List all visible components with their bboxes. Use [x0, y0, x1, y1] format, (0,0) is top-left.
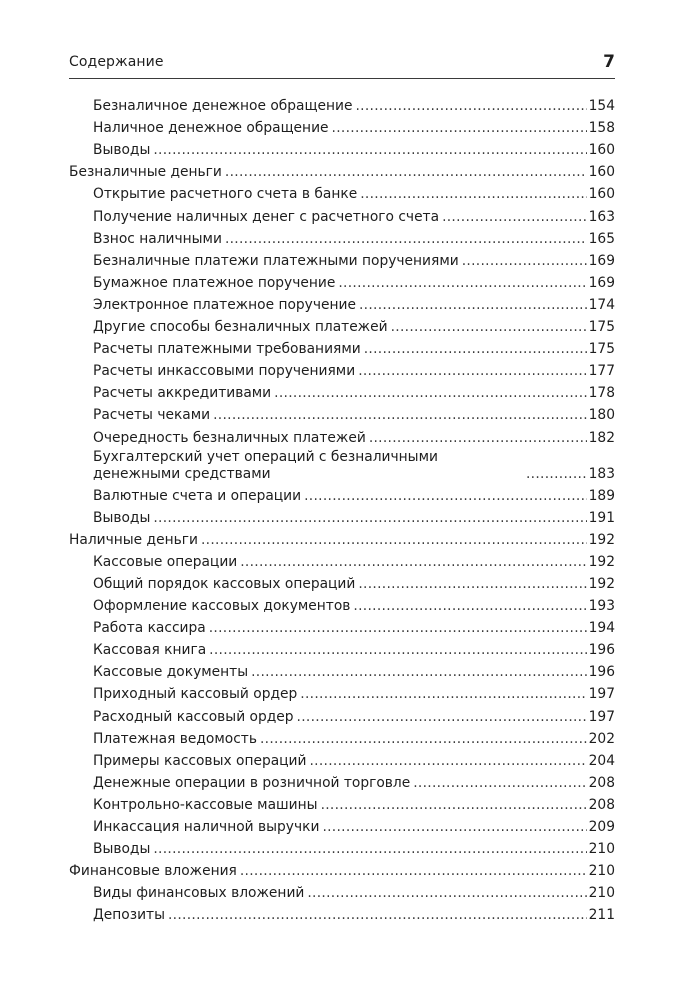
toc-section-entry — [93, 902, 615, 924]
toc-entry-page: 169 — [588, 252, 615, 269]
toc-entry-title: Бумажное платежное поручение — [93, 274, 336, 291]
dot-leader — [358, 576, 586, 593]
dot-leader — [369, 430, 587, 447]
toc-entry-title: Валютные счета и операции — [93, 487, 302, 504]
toc-entry-page: 178 — [588, 385, 615, 402]
toc-entry-title: Платежная ведомость — [93, 730, 257, 747]
toc-entry-page: 158 — [588, 120, 615, 137]
toc-chapter-entry — [69, 527, 615, 549]
toc-section-entry — [93, 703, 615, 725]
running-header-title: Содержание — [69, 54, 164, 70]
toc-section-entry — [93, 615, 615, 637]
toc-entry-page: 197 — [588, 708, 615, 725]
toc-chapter-entry — [69, 858, 615, 880]
toc-entry-title: Расчеты чеками — [93, 407, 211, 424]
toc-entry-page: 196 — [588, 664, 615, 681]
dot-leader — [209, 642, 586, 659]
toc-entry-title: Работа кассира — [93, 620, 206, 637]
dot-leader — [297, 709, 587, 726]
dot-leader — [240, 554, 586, 571]
toc-entry-page: 194 — [588, 620, 615, 637]
toc-entry-page: 192 — [588, 531, 615, 548]
toc-entry-title: Выводы — [93, 142, 151, 159]
toc-entry-page: 175 — [588, 341, 615, 358]
dot-leader — [332, 120, 587, 137]
toc-entry-page: 183 — [588, 465, 615, 482]
toc-entry-title: Безналичное денежное обращение — [93, 98, 353, 115]
dot-leader — [364, 341, 587, 358]
dot-leader — [358, 363, 586, 380]
dot-leader — [322, 819, 586, 836]
dot-leader — [168, 907, 587, 924]
toc-entry-page: 189 — [588, 487, 615, 504]
toc-section-entry — [93, 836, 615, 858]
toc-entry-title: Депозиты — [93, 907, 165, 924]
toc-entry-title: Контрольно-кассовые машины — [93, 796, 318, 813]
toc-entry-title: Инкассация наличной выручки — [93, 819, 320, 835]
dot-leader — [240, 863, 587, 880]
dot-leader — [462, 253, 587, 270]
toc-entry-page: 192 — [588, 553, 615, 570]
toc-entry-page: 165 — [588, 230, 615, 247]
toc-section-entry — [93, 681, 615, 703]
toc-section-entry — [93, 270, 615, 292]
dot-leader — [360, 186, 586, 203]
toc-entry-title: Безналичные платежи платежными поручениями — [93, 252, 459, 269]
dot-leader — [225, 164, 587, 181]
toc-section-entry — [93, 447, 615, 483]
toc-entry-page: 160 — [588, 186, 615, 203]
dot-leader — [304, 488, 587, 505]
toc-entry-page: 160 — [588, 164, 615, 181]
toc-entry-page: 182 — [588, 429, 615, 446]
toc-entry-page: 208 — [588, 774, 615, 791]
toc-entry-page: 210 — [588, 841, 615, 858]
dot-leader — [260, 731, 587, 748]
toc-section-entry — [93, 248, 615, 270]
toc-entry-page: 174 — [588, 296, 615, 313]
toc-section-entry — [93, 181, 615, 203]
toc-chapter-entry — [69, 159, 615, 181]
toc-entry-title: Общий порядок кассовых операций — [93, 575, 356, 592]
toc-section-entry — [93, 424, 615, 446]
toc-section-entry — [93, 637, 615, 659]
dot-leader — [413, 775, 586, 792]
toc-entry-title: Оформление кассовых документов — [93, 598, 351, 615]
toc-entry-title: Расходный кассовый ордер — [93, 708, 294, 725]
toc-entry-title: Получение наличных денег с расчетного счета — [93, 208, 440, 225]
dot-leader — [153, 142, 586, 159]
dot-leader — [353, 598, 586, 615]
toc-entry-page: 210 — [588, 863, 615, 880]
toc-section-entry — [93, 659, 615, 681]
toc-entry-page: 210 — [588, 885, 615, 902]
toc-entry-title: Денежные операции в розничной торговле — [93, 774, 411, 791]
toc-entry-page: 193 — [588, 598, 615, 615]
toc-entry-title: Взнос наличными — [93, 230, 222, 247]
toc-entry-page: 154 — [588, 98, 615, 115]
toc-entry-page: 163 — [588, 208, 615, 225]
dot-leader — [153, 841, 586, 858]
toc-entry-title: Безналичные деньги — [69, 164, 222, 181]
toc-entry-page: 204 — [588, 752, 615, 769]
toc-entry-title: Расчеты инкассовыми поручениями — [93, 363, 356, 380]
toc-entry-page: 160 — [588, 142, 615, 159]
toc-section-entry — [93, 226, 615, 248]
dot-leader — [225, 231, 587, 248]
dot-leader — [391, 319, 587, 336]
toc-entry-title: Расчеты аккредитивами — [93, 385, 272, 402]
toc-entry-title: Кассовая книга — [93, 642, 207, 659]
toc-entry-page: 177 — [588, 363, 615, 380]
toc-section-entry — [93, 292, 615, 314]
dot-leader — [153, 510, 586, 527]
toc-entry-page: 211 — [588, 907, 615, 924]
dot-leader — [209, 620, 587, 637]
dot-leader — [526, 466, 587, 483]
toc-section-entry — [93, 336, 615, 358]
toc-entry-page: 191 — [588, 509, 615, 526]
toc-section-entry — [93, 137, 615, 159]
toc-entry-title: Финансовые вложения — [69, 863, 237, 880]
toc-section-entry — [93, 549, 615, 571]
toc-entry-title: Наличное денежное обращение — [93, 120, 329, 137]
toc-section-entry — [93, 593, 615, 615]
toc-entry-page: 192 — [588, 575, 615, 592]
dot-leader — [338, 275, 586, 292]
toc-entry-title: Наличные деньги — [69, 531, 198, 548]
toc-entry-title: Очередность безналичных платежей — [93, 429, 366, 446]
toc-entry-title: Открытие расчетного счета в банке — [93, 186, 358, 203]
toc-entry-page: 197 — [588, 686, 615, 703]
toc-section-entry — [93, 792, 615, 814]
toc-entry-page: 209 — [588, 819, 615, 835]
toc-section-entry — [93, 380, 615, 402]
dot-leader — [359, 297, 587, 314]
toc-section-entry — [93, 314, 615, 336]
toc-section-entry — [93, 402, 615, 424]
toc-section-entry — [93, 571, 615, 593]
toc-entry-title: Виды финансовых вложений — [93, 885, 305, 902]
toc-entry-title: Расчеты платежными требованиями — [93, 341, 361, 358]
toc-entry-title: Выводы — [93, 509, 151, 526]
toc-entry-page: 196 — [588, 642, 615, 659]
toc-section-entry — [93, 483, 615, 505]
toc-section-entry — [93, 770, 615, 792]
dot-leader — [355, 98, 586, 115]
toc-entry-title: Примеры кассовых операций — [93, 752, 307, 769]
toc-entry-page: 169 — [588, 274, 615, 291]
dot-leader — [274, 385, 587, 402]
toc-entry-title: Кассовые документы — [93, 664, 249, 681]
dot-leader — [300, 686, 586, 703]
toc-section-entry — [93, 358, 615, 380]
toc-section-entry — [93, 115, 615, 137]
toc-entry-title: Выводы — [93, 841, 151, 858]
dot-leader — [201, 532, 587, 549]
running-header — [69, 54, 615, 79]
page-number: 7 — [603, 52, 615, 72]
toc-entry-page: 202 — [588, 730, 615, 747]
dot-leader — [310, 753, 587, 770]
toc-entry-page: 175 — [588, 319, 615, 336]
toc-section-entry — [93, 814, 615, 836]
toc-entry-page: 180 — [588, 407, 615, 424]
toc-entry-title: Бухгалтерский учет операций с безналичными денежными средствами — [93, 448, 438, 482]
dot-leader — [251, 664, 587, 681]
dot-leader — [321, 797, 587, 814]
dot-leader — [307, 885, 586, 902]
dot-leader — [213, 407, 587, 424]
toc-entry-title: Другие способы безналичных платежей — [93, 319, 388, 336]
dot-leader — [442, 209, 587, 226]
toc-entry-title: Электронное платежное поручение — [93, 296, 356, 313]
toc-section-entry — [93, 505, 615, 527]
toc-entry-page: 208 — [588, 796, 615, 813]
toc-section-entry — [93, 748, 615, 770]
toc-section-entry — [93, 726, 615, 748]
table-of-contents — [69, 93, 615, 924]
toc-section-entry — [93, 880, 615, 902]
toc-entry-title: Кассовые операции — [93, 553, 238, 570]
toc-section-entry — [93, 93, 615, 115]
toc-entry-title: Приходный кассовый ордер — [93, 686, 298, 703]
toc-section-entry — [93, 203, 615, 225]
